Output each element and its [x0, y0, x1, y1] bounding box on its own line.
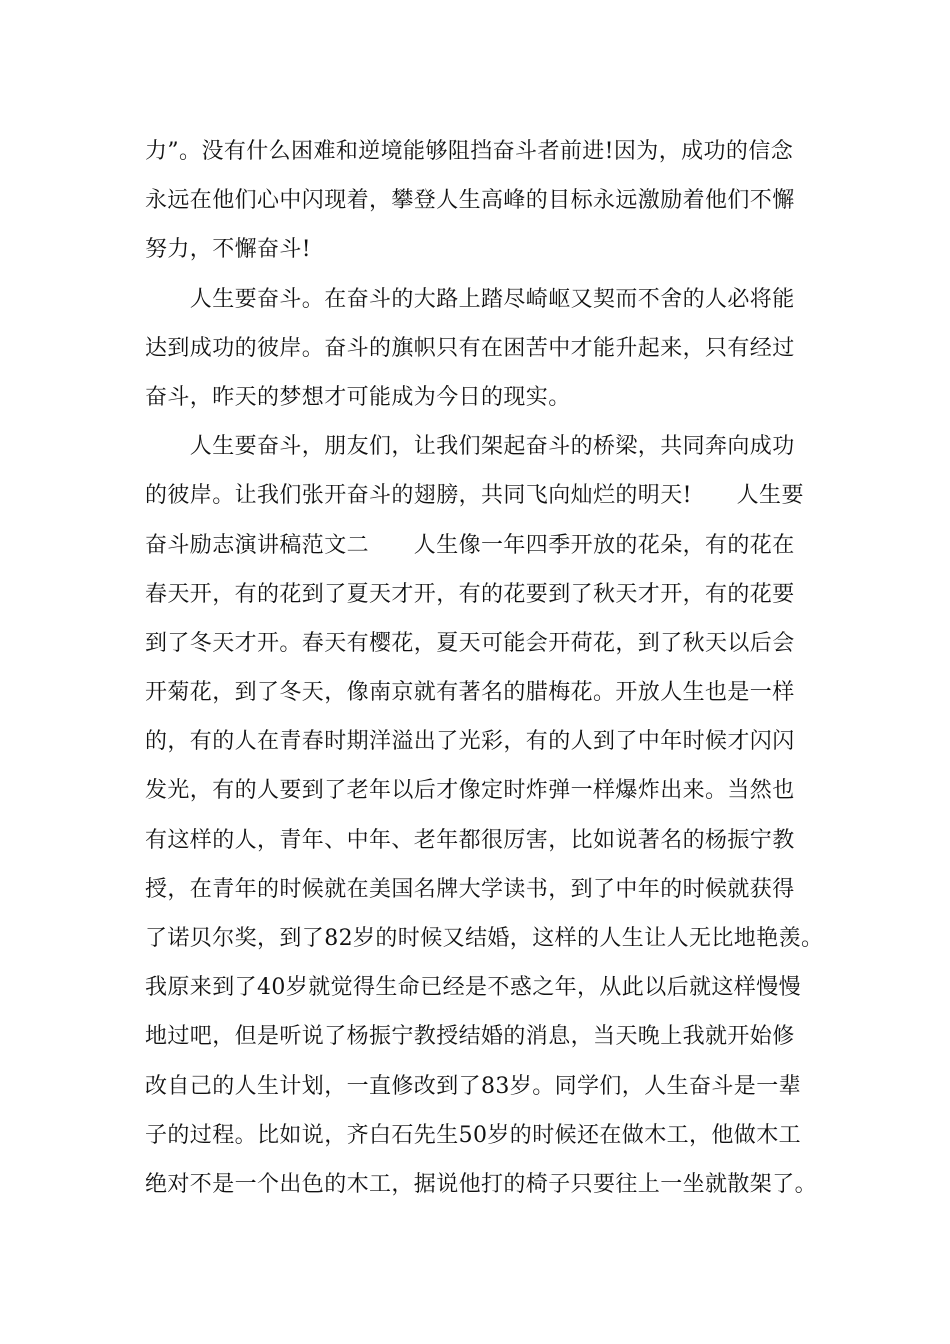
text-line: 有这样的人，青年、中年、老年都很厉害，比如说著名的杨振宁教: [145, 827, 795, 853]
text-line: 我原来到了40岁就觉得生命已经是不惑之年，从此以后就这样慢慢: [145, 975, 801, 1001]
text-line: 人生要奋斗，朋友们，让我们架起奋斗的桥梁，共同奔向成功: [145, 434, 795, 460]
text-line: 永远在他们心中闪现着，攀登人生高峰的目标永远激励着他们不懈: [145, 188, 795, 214]
text-line: 奋斗励志演讲稿范文二 人生像一年四季开放的花朵，有的花在: [145, 532, 795, 558]
text-line: 奋斗，昨天的梦想才可能成为今日的现实。: [145, 384, 571, 410]
text-line: 达到成功的彼岸。奋斗的旗帜只有在困苦中才能升起来，只有经过: [145, 335, 795, 361]
text-line: 绝对不是一个出色的木工，据说他打的椅子只要往上一坐就散架了。: [145, 1171, 818, 1197]
text-line: 力”。没有什么困难和逆境能够阻挡奋斗者前进!因为，成功的信念: [145, 139, 794, 164]
body-text: [145, 127, 825, 1209]
text-line: 到了冬天才开。春天有樱花，夏天可能会开荷花，到了秋天以后会: [145, 630, 795, 656]
text-line: 发光，有的人要到了老年以后才像定时炸弹一样爆炸出来。当然也: [145, 778, 795, 804]
text-line: 的，有的人在青春时期洋溢出了光彩，有的人到了中年时候才闪闪: [145, 729, 795, 755]
text-line: 努力，不懈奋斗!: [145, 237, 312, 263]
text-line: 地过吧，但是听说了杨振宁教授结婚的消息，当天晚上我就开始修: [145, 1024, 795, 1050]
text-line: 了诺贝尔奖，到了82岁的时候又结婚，这样的人生让人无比地艳羡。: [145, 926, 824, 951]
text-line: 春天开，有的花到了夏天才开，有的花要到了秋天才开，有的花要: [145, 581, 795, 607]
text-line: 开菊花，到了冬天，像南京就有著名的腊梅花。开放人生也是一样: [145, 680, 795, 706]
text-line: 授，在青年的时候就在美国名牌大学读书，到了中年的时候就获得: [145, 876, 795, 902]
text-line: 改自己的人生计划，一直修改到了83岁。同学们，人生奋斗是一辈: [145, 1073, 801, 1099]
text-line: 子的过程。比如说，齐白石先生50岁的时候还在做木工，他做木工: [145, 1122, 801, 1148]
text-line: 人生要奋斗。在奋斗的大路上踏尽崎岖又契而不舍的人必将能: [145, 286, 795, 312]
text-line: 的彼岸。让我们张开奋斗的翅膀，共同飞向灿烂的明天! 人生要: [145, 483, 804, 509]
